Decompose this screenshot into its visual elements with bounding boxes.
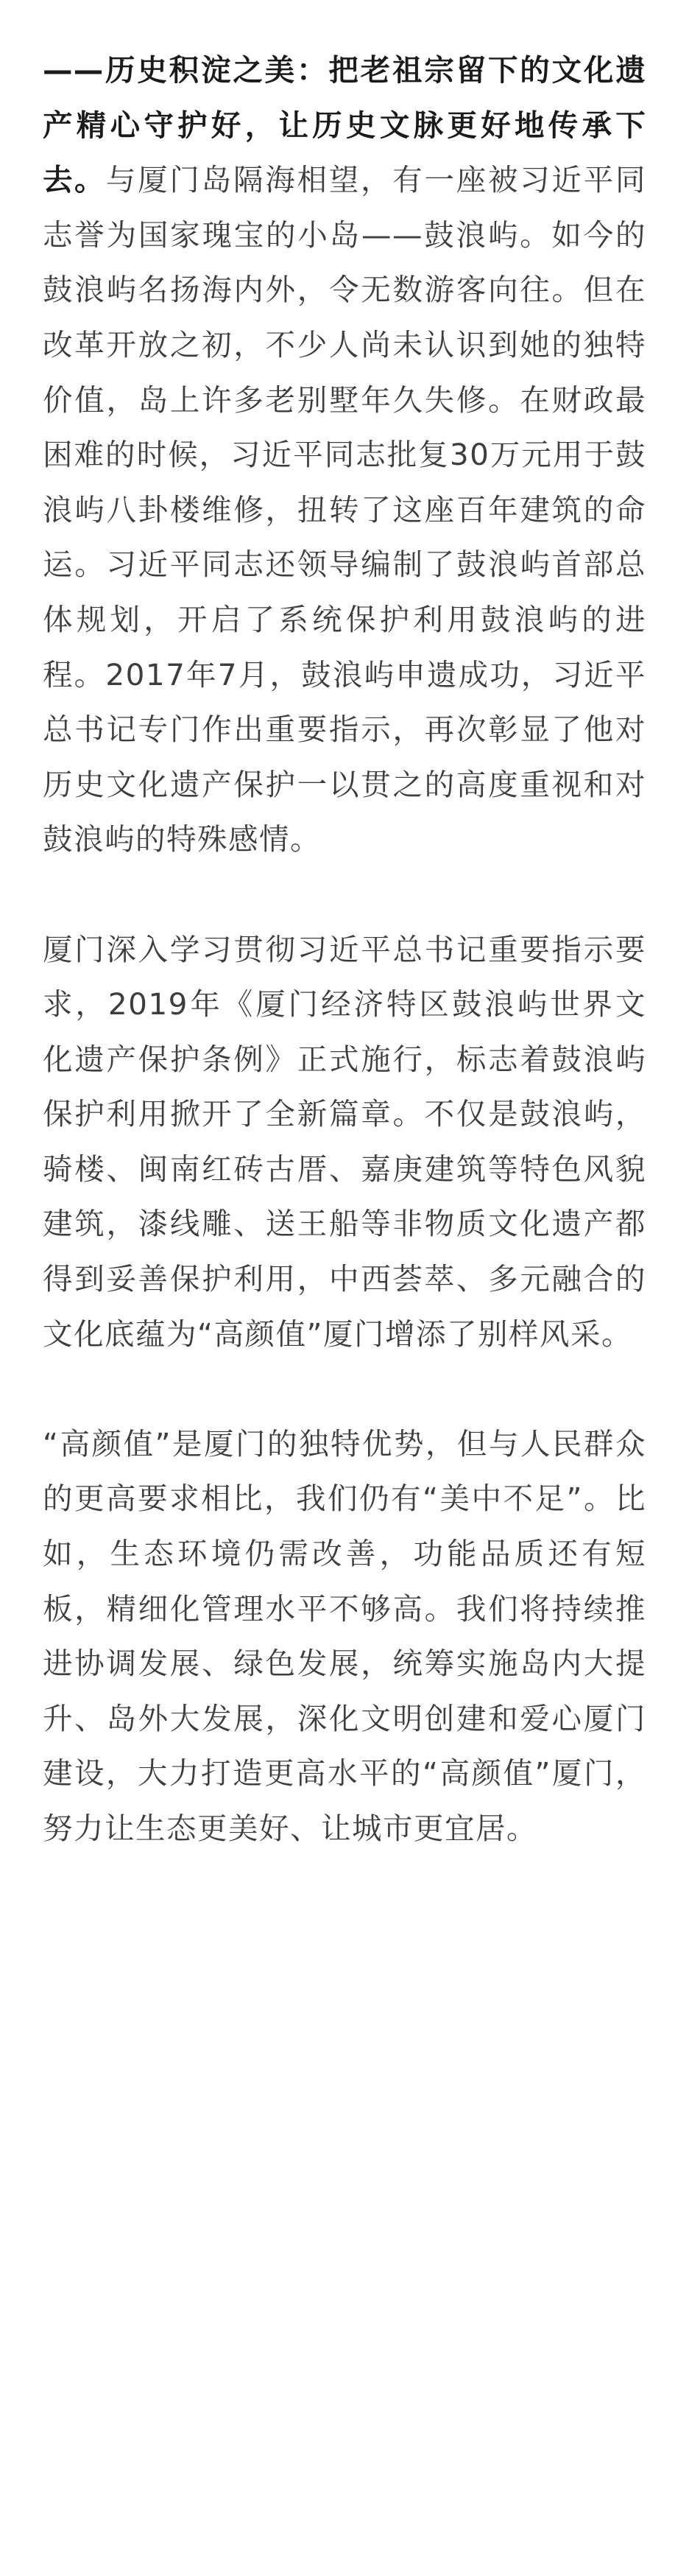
paragraph-high-value [43,1417,646,1856]
paragraph-text: “高颜值”是厦门的独特优势，但与人民群众的更高要求相比，我们仍有“美中不足”。比如，生态环境仍需改善，功能品质还有短板，精细化管理水平不够高。我们将持续推进协调发展、绿色发展，统筹实施岛内大提升、岛外大发展，深化文明创建和爱心厦门建设，大力打造更高水平的“高颜值”厦门，努力让生态更美好、让城市更宜居。 [43,1425,646,1846]
paragraph-lead-heading: ——历史积淀之美：把老祖宗留下的文化遗产精心守护好，让历史文脉更好地传承下去。 [43,52,646,198]
paragraph-spacer [43,867,646,922]
paragraph-heritage [43,43,646,867]
paragraph-text: 厦门深入学习贯彻习近平总书记重要指示要求，2019年《厦门经济特区鼓浪屿世界文化遗产保护条例》正式施行，标志着鼓浪屿保护利用掀开了全新篇章。不仅是鼓浪屿，骑楼、闽南红砖古厝、嘉庚建筑等特色风貌建筑，漆线雕、送王船等非物质文化遗产都得到妥善保护利用，中西荟萃、多元融合的文化底蕴为“高颜值”厦门增添了别样风采。 [43,931,646,1352]
paragraph-regulation [43,922,646,1362]
paragraph-text: 与厦门岛隔海相望，有一座被习近平同志誉为国家瑰宝的小岛——鼓浪屿。如今的鼓浪屿名扬海内外，令无数游客向往。但在改革开放之初，不少人尚未认识到她的独特价值，岛上许多老别墅年久失修。在财政最困难的时候，习近平同志批复30万元用于鼓浪屿八卦楼维修，扭转了这座百年建筑的命运。习近平同志还领导编制了鼓浪屿首部总体规划，开启了系统保护利用鼓浪屿的进程。2017年7月，鼓浪屿申遗成功，习近平总书记专门作出重要指示，再次彰显了他对历史文化遗产保护一以贯之的高度重视和对鼓浪屿的特殊感情。 [43,162,647,857]
paragraph-spacer [43,1361,646,1417]
